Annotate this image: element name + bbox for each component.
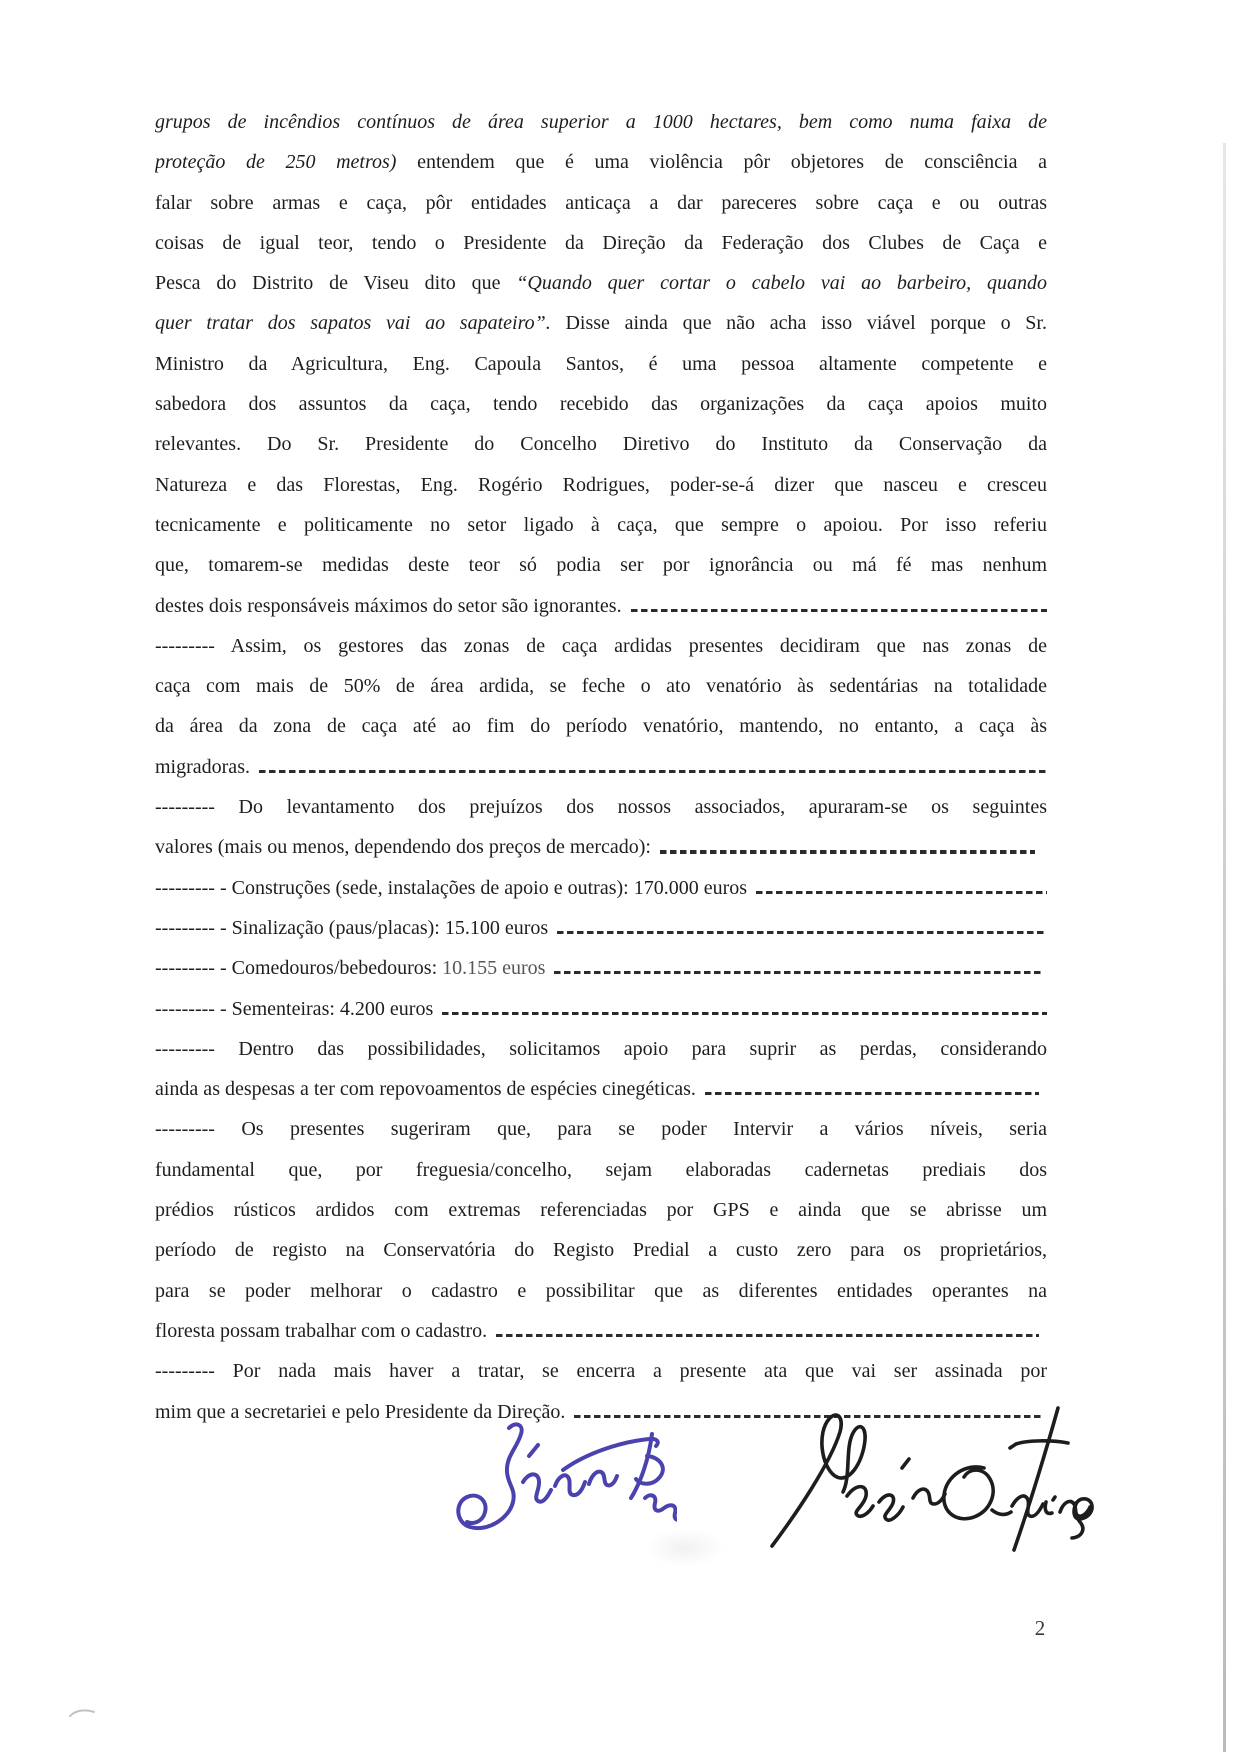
text-segment: --------- - Comedouros/bebedouros: bbox=[155, 957, 443, 980]
text-line bbox=[155, 706, 1047, 746]
text-segment: valores (mais ou menos, dependendo dos preços de mercado): bbox=[155, 836, 656, 859]
text-segment: que, tomarem-se medidas deste teor só podia ser por ignorância ou má fé mas nenhum bbox=[155, 554, 1047, 577]
text-segment: --------- - Sementeiras: 4.200 euros bbox=[155, 997, 439, 1020]
text-segment: --------- - Sinalização (paus/placas): 15.100 euros bbox=[155, 916, 554, 939]
dash-fill bbox=[756, 891, 1047, 894]
scan-artifact-smudge bbox=[645, 1528, 725, 1568]
text-line bbox=[155, 344, 1047, 384]
text-segment: período de registo na Conservatória do Registo Predial a custo zero para os proprietários, bbox=[155, 1239, 1047, 1262]
text-line bbox=[155, 868, 1047, 908]
text-line bbox=[155, 303, 1047, 343]
text-segment: --------- Dentro das possibilidades, solicitamos apoio para suprir as perdas, considerando bbox=[155, 1037, 1047, 1060]
text-segment: --------- Do levantamento dos prejuízos dos nossos associados, apuraram-se os seguintes bbox=[155, 796, 1047, 819]
text-segment: Disse ainda que não acha isso viável porque o Sr. bbox=[550, 312, 1047, 335]
text-line bbox=[155, 787, 1047, 827]
text-segment: da área da zona de caça até ao fim do período venatório, mantendo, no entanto, a caça às bbox=[155, 715, 1047, 738]
dash-fill bbox=[554, 971, 1041, 974]
text-line bbox=[155, 1271, 1047, 1311]
text-segment: tecnicamente e politicamente no setor ligado à caça, que sempre o apoiou. Por isso referiu bbox=[155, 513, 1047, 536]
scan-artifact-mark bbox=[68, 1706, 96, 1720]
text-line bbox=[155, 1069, 1047, 1109]
scan-artifact-vertical-line bbox=[1223, 143, 1226, 1752]
text-segment: para se poder melhorar o cadastro e possibilitar que as diferentes entidades operantes na bbox=[155, 1279, 1047, 1302]
text-line bbox=[155, 948, 1047, 988]
document-text bbox=[155, 102, 1047, 1432]
text-segment: falar sobre armas e caça, pôr entidades anticaça a dar pareceres sobre caça e ou outras bbox=[155, 191, 1047, 214]
text-segment: prédios rústicos ardidos com extremas referenciadas por GPS e ainda que se abrisse um bbox=[155, 1199, 1047, 1222]
text-line bbox=[155, 827, 1047, 867]
text-segment: Ministro da Agricultura, Eng. Capoula Santos, é uma pessoa altamente competente e bbox=[155, 352, 1047, 375]
text-line bbox=[155, 384, 1047, 424]
text-segment: proteção de 250 metros) bbox=[155, 151, 397, 174]
text-segment: grupos de incêndios contínuos de área superior a 1000 hectares, bem como numa faixa de bbox=[155, 111, 1047, 133]
page-number: 2 bbox=[1034, 1616, 1046, 1640]
text-line bbox=[155, 424, 1047, 464]
dash-fill bbox=[442, 1012, 1047, 1015]
text-segment: --------- - Construções (sede, instalações de apoio e outras): 170.000 euros bbox=[155, 876, 753, 899]
text-line bbox=[155, 1230, 1047, 1270]
text-segment: coisas de igual teor, tendo o Presidente da Direção da Federação dos Clubes de Caça e bbox=[155, 231, 1047, 254]
text-line bbox=[155, 626, 1047, 666]
text-line bbox=[155, 223, 1047, 263]
text-line bbox=[155, 263, 1047, 303]
signature-blue-ink bbox=[405, 1418, 677, 1536]
text-segment: destes dois responsáveis máximos do setor são ignorantes. bbox=[155, 594, 627, 617]
text-segment: --------- Os presentes sugeriram que, para se poder Intervir a vários níveis, seria bbox=[155, 1118, 1047, 1141]
text-line bbox=[155, 505, 1047, 545]
text-segment: “Quando quer cortar o cabelo vai ao barbeiro, quando bbox=[516, 272, 1047, 295]
text-segment: Natureza e das Florestas, Eng. Rogério Rodrigues, poder-se-á dizer que nasceu e cresceu bbox=[155, 473, 1047, 496]
text-line bbox=[155, 1190, 1047, 1230]
text-segment: caça com mais de 50% de área ardida, se feche o ato venatório às sedentárias na totalidade bbox=[155, 675, 1047, 698]
text-segment: --------- Assim, os gestores das zonas de caça ardidas presentes decidiram que nas zonas de bbox=[155, 634, 1047, 657]
text-segment: relevantes. Do Sr. Presidente do Concelho Diretivo do Instituto da Conservação da bbox=[155, 433, 1047, 456]
dash-fill bbox=[631, 609, 1047, 612]
text-segment: --------- Por nada mais haver a tratar, se encerra a presente ata que vai ser assinada por bbox=[155, 1360, 1047, 1383]
text-line bbox=[155, 142, 1047, 182]
text-segment: quer tratar dos sapatos vai ao sapateiro”. bbox=[155, 312, 551, 335]
dash-fill bbox=[660, 850, 1035, 853]
text-segment: floresta possam trabalhar com o cadastro. bbox=[155, 1319, 493, 1342]
text-segment: 10.155 euros bbox=[442, 957, 551, 980]
text-line bbox=[155, 747, 1047, 787]
text-line bbox=[155, 1311, 1047, 1351]
dash-fill bbox=[705, 1092, 1039, 1095]
text-segment: Pesca do Distrito de Viseu dito que bbox=[155, 272, 517, 295]
text-line bbox=[155, 465, 1047, 505]
dash-fill bbox=[496, 1334, 1039, 1337]
text-line bbox=[155, 908, 1047, 948]
text-segment: mim que a secretariei e pelo Presidente da Direção. bbox=[155, 1400, 571, 1423]
text-line bbox=[155, 1109, 1047, 1149]
text-segment: sabedora dos assuntos da caça, tendo recebido das organizações da caça apoios muito bbox=[155, 393, 1047, 416]
text-line bbox=[155, 666, 1047, 706]
dash-fill bbox=[557, 931, 1047, 934]
text-segment: entendem que é uma violência pôr objetores de consciência a bbox=[396, 151, 1047, 174]
signature-black-ink bbox=[750, 1402, 1094, 1556]
text-line bbox=[155, 989, 1047, 1029]
text-line bbox=[155, 1029, 1047, 1069]
text-line bbox=[155, 102, 1047, 142]
dash-fill bbox=[259, 770, 1047, 773]
text-line bbox=[155, 545, 1047, 585]
text-line bbox=[155, 1351, 1047, 1391]
text-line bbox=[155, 1150, 1047, 1190]
text-line bbox=[155, 586, 1047, 626]
text-segment: fundamental que, por freguesia/concelho, sejam elaboradas cadernetas prediais dos bbox=[155, 1158, 1047, 1181]
text-segment: ainda as despesas a ter com repovoamentos de espécies cinegéticas. bbox=[155, 1078, 701, 1101]
text-line bbox=[155, 183, 1047, 223]
text-segment: migradoras. bbox=[155, 755, 255, 778]
